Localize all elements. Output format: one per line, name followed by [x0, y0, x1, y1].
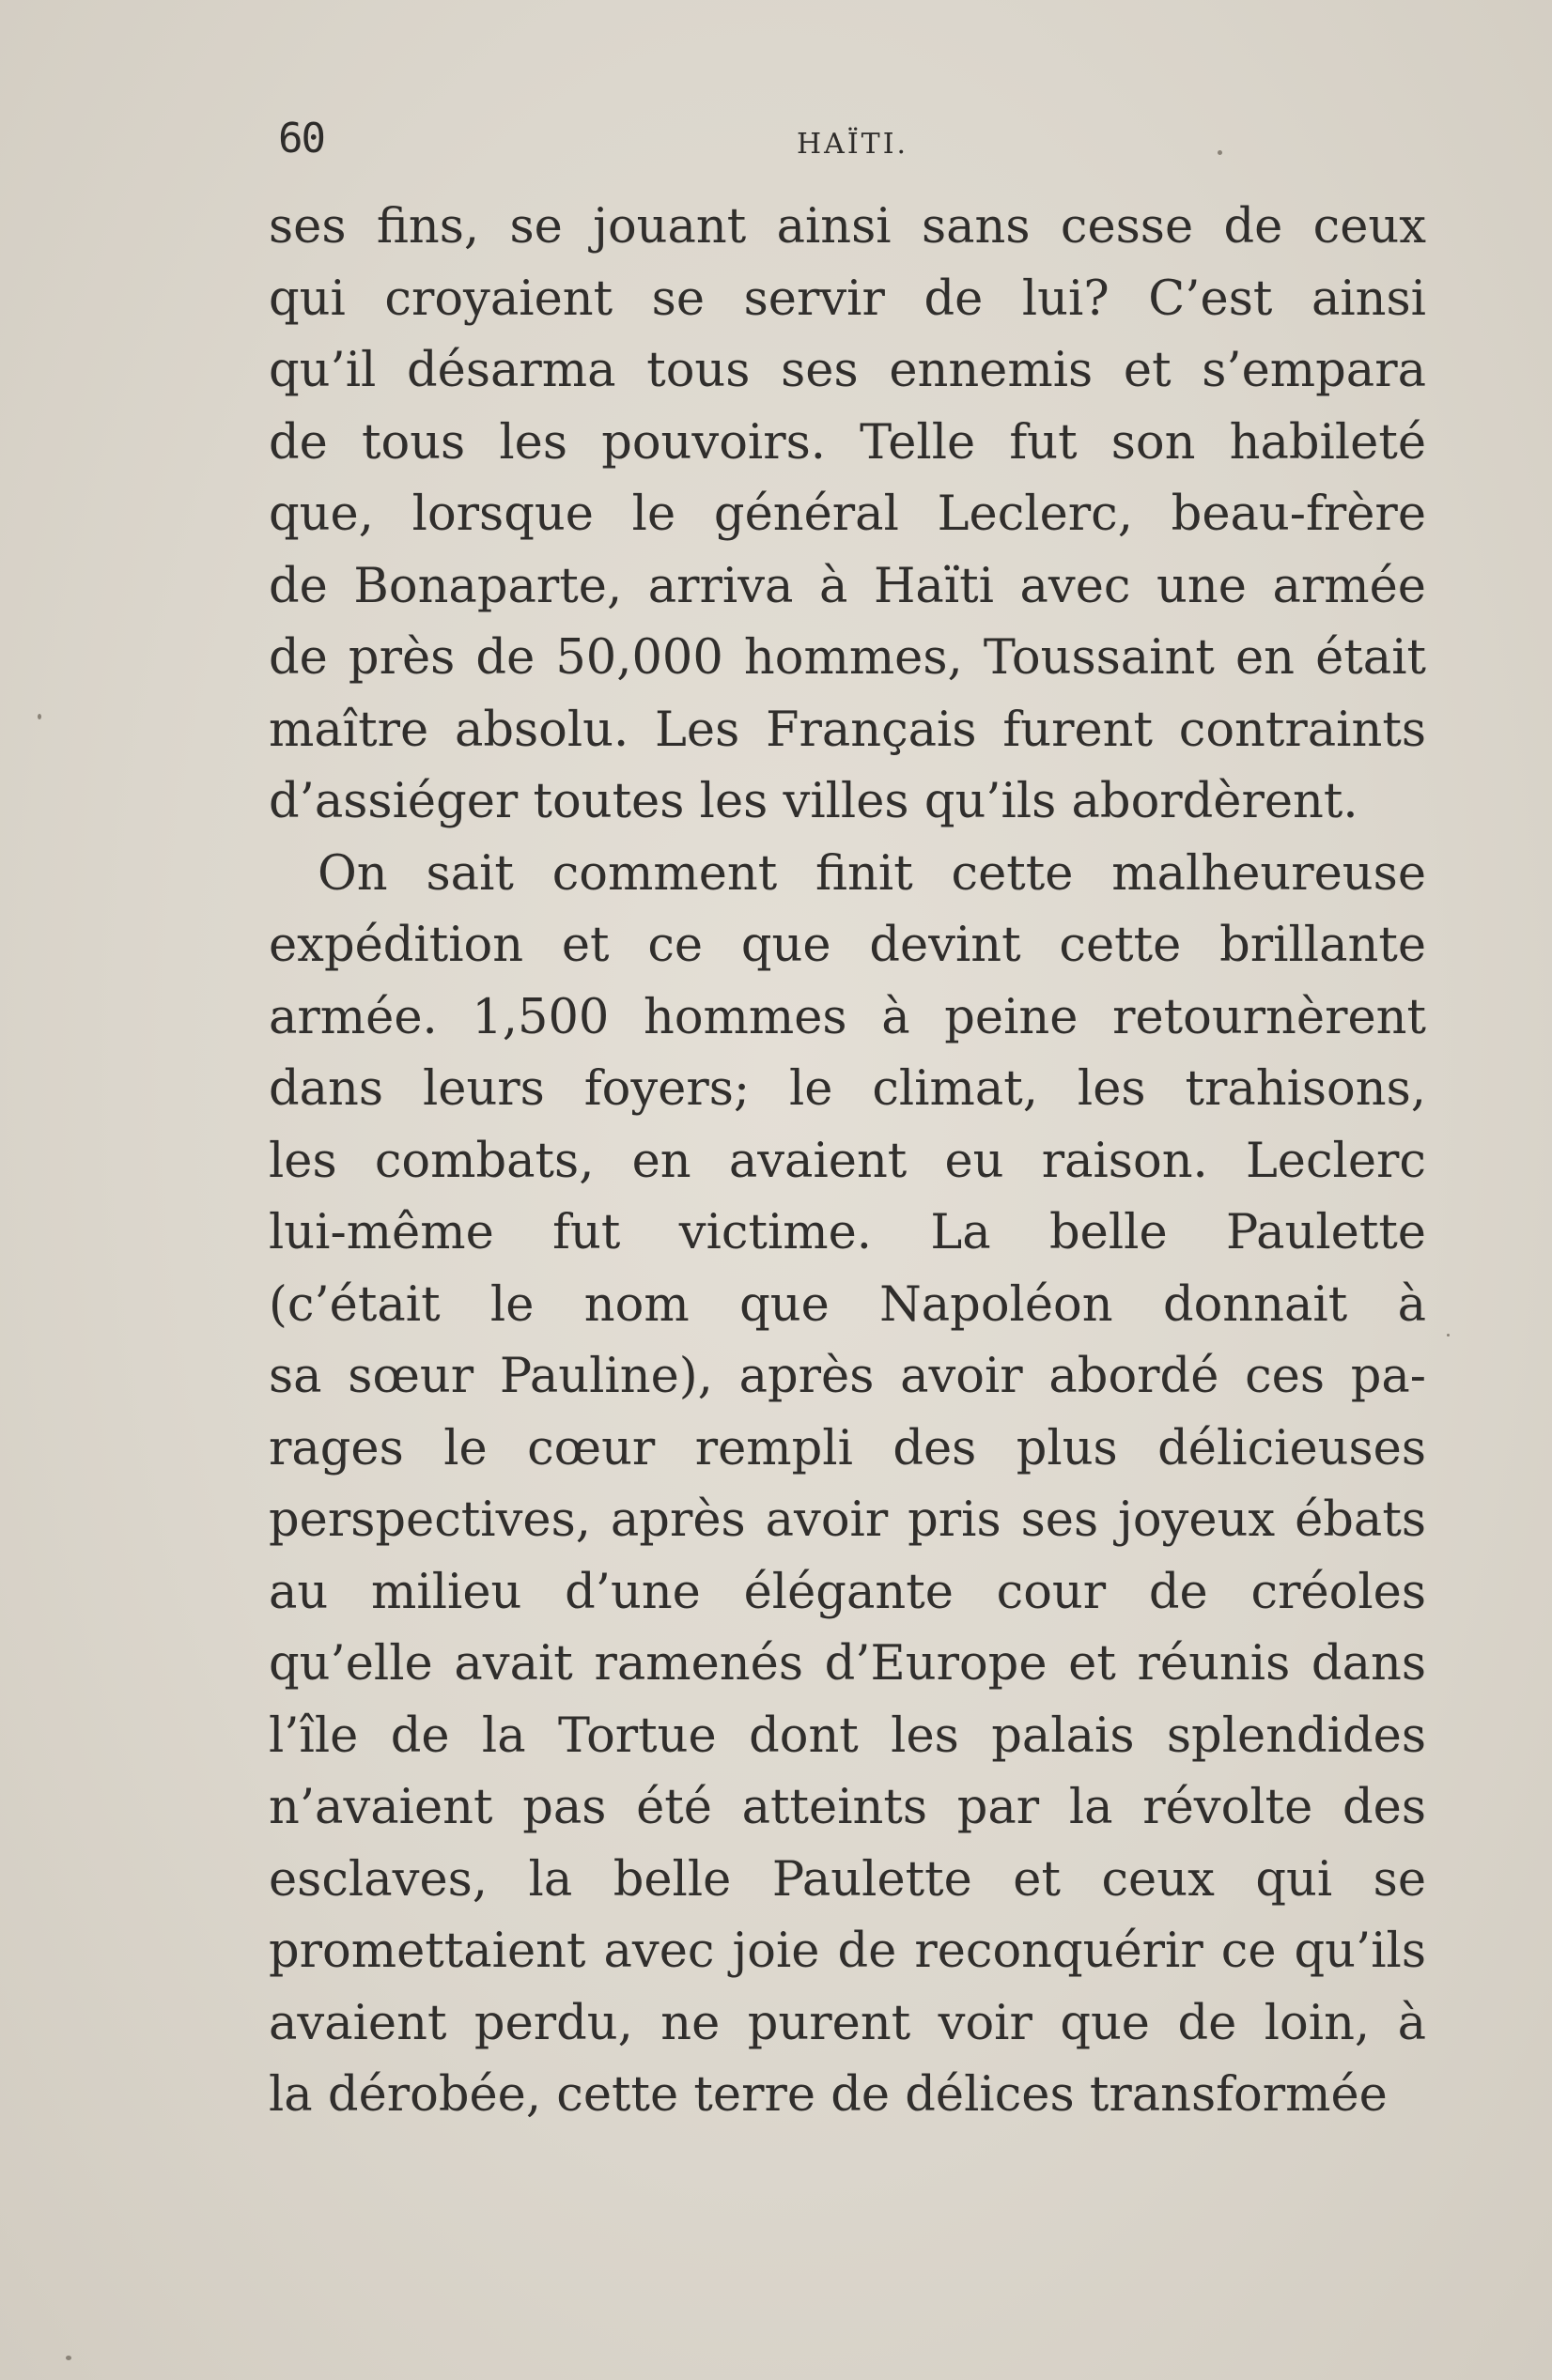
text-line: esclaves, la belle Paulette et ceux qui se [269, 1851, 1426, 1908]
paper-speck [1447, 1334, 1450, 1337]
text-line: On sait comment finit cette malheureuse [318, 845, 1426, 902]
paper-speck [66, 2356, 71, 2360]
page-header [278, 115, 1420, 171]
text-line: ses fins, se jouant ainsi sans cesse de ceux [269, 199, 1426, 255]
text-line: promettaient avec joie de reconquérir ce qu’ils [269, 1924, 1426, 1979]
text-line: de tous les pouvoirs. Telle fut son habileté [269, 414, 1426, 471]
paper-speck [38, 714, 41, 719]
text-line: qui croyaient se servir de lui? C’est ainsi [269, 270, 1426, 327]
text-line: d’assiéger toutes les villes qu’ils abordèrent. [269, 774, 1358, 829]
text-line: maître absolu. Les Français furent contraints [269, 702, 1426, 758]
text-line: avaient perdu, ne purent voir que de loin, à [269, 1995, 1426, 2051]
text-line: au milieu d’une élégante cour de créoles [269, 1564, 1426, 1620]
text-line: (c’était le nom que Napoléon donnait à [269, 1276, 1426, 1333]
text-line: n’avaient pas été atteints par la révolte des [269, 1780, 1426, 1835]
text-line: expédition et ce que devint cette brillante [269, 918, 1426, 973]
running-title: HAÏTI. [797, 128, 909, 161]
text-line: lui-même fut victime. La belle Paulette [269, 1205, 1426, 1260]
text-line: qu’elle avait ramenés d’Europe et réunis dans [269, 1636, 1426, 1692]
text-line: qu’il désarma tous ses ennemis et s’empara [269, 343, 1426, 398]
paper-speck [1218, 150, 1222, 155]
text-line: rages le cœur rempli des plus délicieuses [269, 1420, 1426, 1476]
page-number: 60 [278, 115, 324, 162]
text-line: que, lorsque le général Leclerc, beau-frère [269, 487, 1426, 542]
text-line: les combats, en avaient eu raison. Leclerc [269, 1133, 1426, 1189]
text-line: la dérobée, cette terre de délices transformée [269, 2067, 1388, 2123]
text-line: de près de 50,000 hommes, Toussaint en était [269, 630, 1426, 686]
text-line: perspectives, après avoir pris ses joyeux ébats [269, 1492, 1426, 1548]
text-line: sa sœur Pauline), après avoir abordé ces pa- [269, 1349, 1426, 1404]
text-line: de Bonaparte, arriva à Haïti avec une armée [269, 558, 1426, 614]
text-line: dans leurs foyers; le climat, les trahisons, [269, 1061, 1426, 1117]
text-line: armée. 1,500 hommes à peine retournèrent [269, 989, 1426, 1045]
body-text [269, 192, 1426, 2132]
text-line: l’île de la Tortue dont les palais splendides [269, 1708, 1426, 1764]
